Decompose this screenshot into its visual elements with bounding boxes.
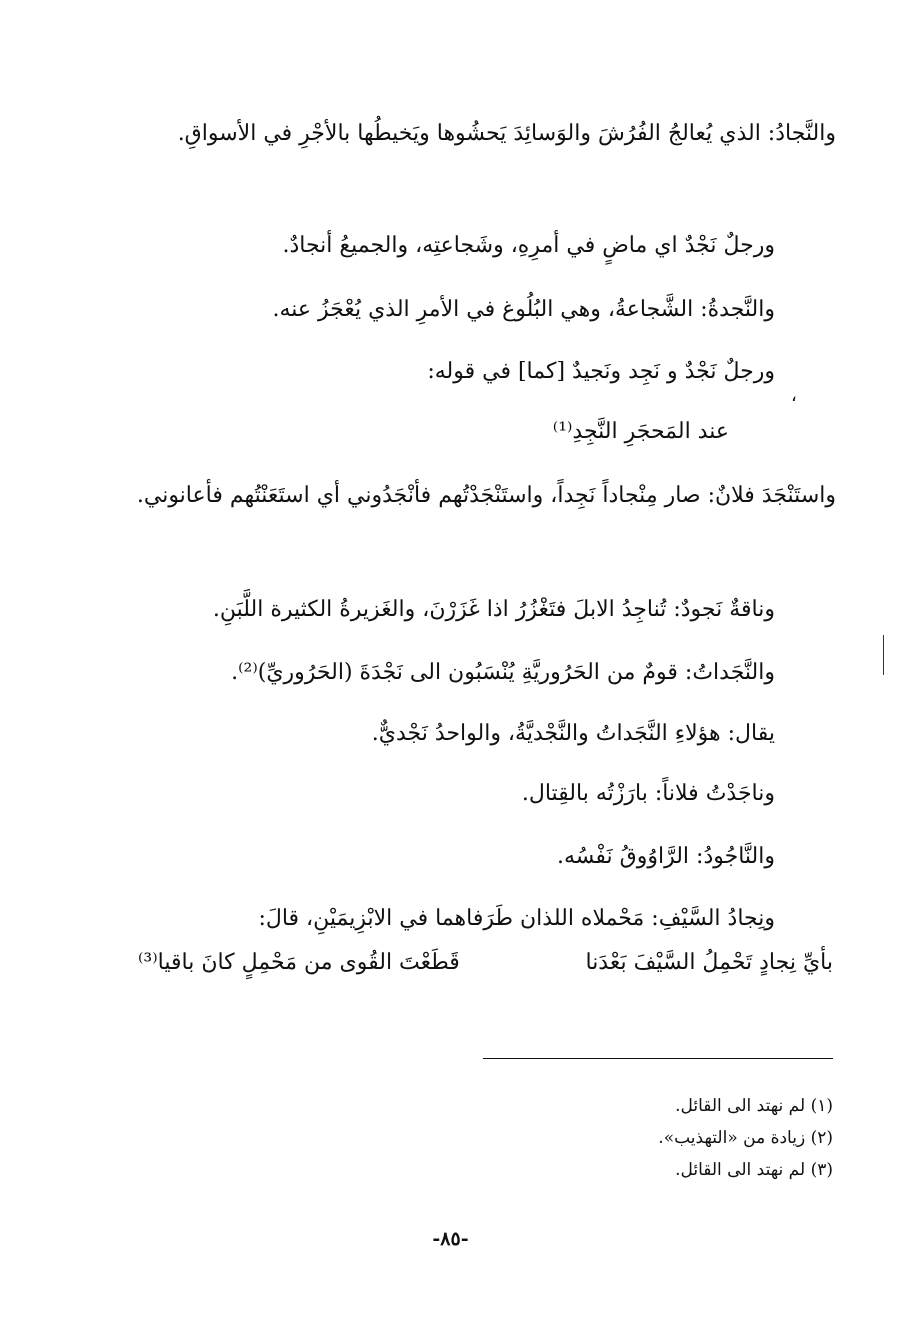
footnote-3: (٣) لم نهتد الى القائل. — [675, 1160, 833, 1180]
footnote-2: (٢) زيادة من «التهذيب». — [658, 1128, 833, 1148]
paragraph-najd-man: ورجلٌ نَجْدٌ اي ماضٍ في أمرِهِ، وشَجاعتِه، والجميعُ أنجادٌ. — [282, 233, 775, 258]
footnotes — [658, 1090, 833, 1186]
footnote-1: (١) لم نهتد الى القائل. — [675, 1096, 833, 1116]
paragraph-nijad-sayf: ونِجادُ السَّيْفِ: مَحْملاه اللذان طَرَفاهما في الابْزِيمَيْنِ، قالَ: — [258, 906, 775, 931]
footnote-separator — [483, 1058, 833, 1059]
paragraph-naqa-najud: وناقةٌ نَجودٌ: تُناجِدُ الابلَ فتَغْزُرُ اذا غَزَرْنَ، والغَزيرةُ الكثيرة اللَّبَنِ. — [212, 597, 775, 622]
verse-first-hemistich: بأيِّ نِجادٍ تَحْمِلُ السَّيْفَ بَعْدَنا — [585, 950, 833, 975]
verse-second-hemistich: قَطَعْتَ القُوى من مَحْمِلٍ كانَ باقيا⁽³⁾ — [138, 950, 460, 975]
paragraph-najadtu: وناجَدْتُ فلاناً: بارَزْتُه بالقِتال. — [521, 781, 775, 806]
quoted-verse-fragment: عند المَحجَرِ النَّجِدِ⁽¹⁾ — [552, 419, 729, 444]
paragraph-najadat: والنَّجَداتُ: قومٌ من الحَرُوريَّةِ يُنْسَبُون الى نَجْدَةَ (الحَرُوريِّ)⁽²⁾. — [231, 660, 775, 685]
paragraph-najjad: والنَّجادُ: الذي يُعالجُ الفُرُشَ والوَسائِدَ يَحشُوها ويَخيطُها بالأجْرِ في الأسواقِ. — [177, 121, 836, 146]
paragraph-yuqal: يقال: هؤلاءِ النَّجَداتُ والنَّجْديَّةُ، والواحدُ نَجْديٌّ. — [371, 721, 775, 746]
margin-tick — [883, 635, 884, 675]
page-number: -٨٥- — [432, 1228, 469, 1250]
margin-mark: ، — [791, 385, 797, 406]
paragraph-najda: والنَّجدةُ: الشَّجاعةُ، وهي البُلُوغ في الأمرِ الذي يُعْجَزُ عنه. — [272, 297, 775, 322]
paragraph-najd-forms: ورجلٌ نَجْدٌ و نَجِد ونَجيدٌ [كما] في قوله: — [427, 359, 775, 384]
paragraph-istanjada: واستَنْجَدَ فلانٌ: صار مِنْجاداً نَجِداً، واستَنْجَدْتُهم فأنْجَدُوني أي استَعَنْتُهم فأعانوني. — [136, 483, 836, 508]
paragraph-najud: والنَّاجُودُ: الرَّاوُوقُ نَفْسُه. — [557, 844, 775, 869]
